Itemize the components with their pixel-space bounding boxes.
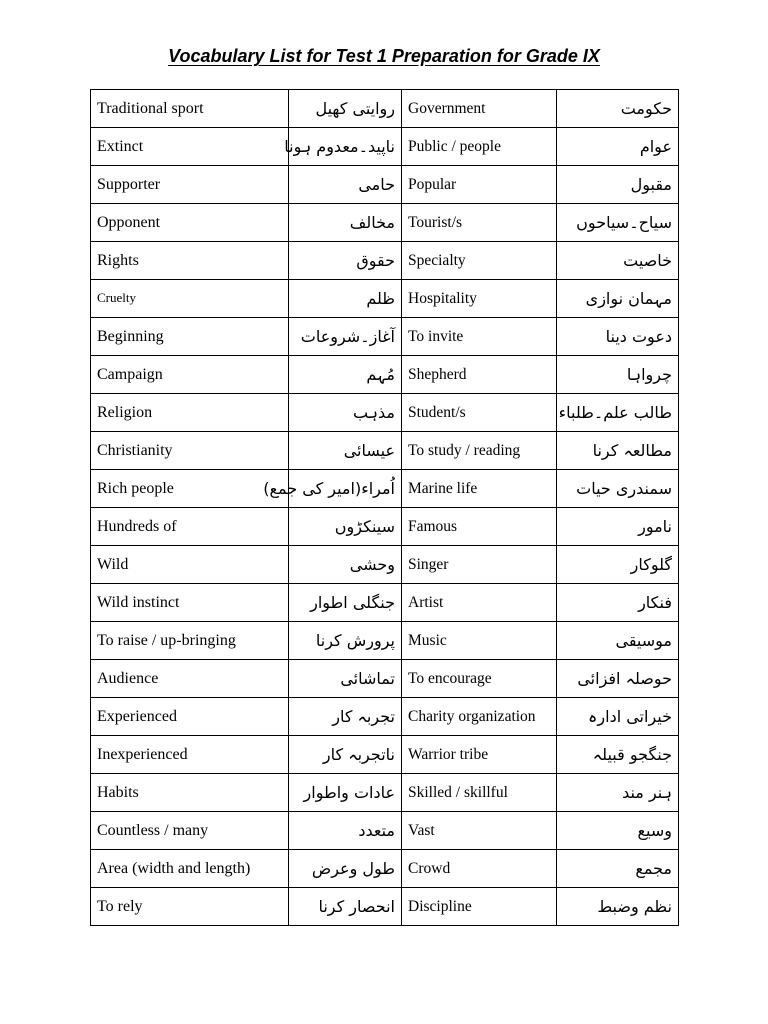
english-word-cell: Discipline xyxy=(402,888,557,926)
table-row xyxy=(91,394,679,432)
english-word-cell: Specialty xyxy=(402,242,557,280)
urdu-meaning-cell: ظلم xyxy=(289,280,402,318)
english-word-cell: Student/s xyxy=(402,394,557,432)
urdu-meaning-cell: دعوت دینا xyxy=(557,318,679,356)
english-word-cell: Campaign xyxy=(91,356,289,394)
urdu-meaning-cell: نامور xyxy=(557,508,679,546)
english-word-cell: Tourist/s xyxy=(402,204,557,242)
table-row xyxy=(91,318,679,356)
table-row xyxy=(91,622,679,660)
table-row xyxy=(91,204,679,242)
urdu-meaning-cell: فنکار xyxy=(557,584,679,622)
english-word-cell: To encourage xyxy=(402,660,557,698)
english-word-cell: Audience xyxy=(91,660,289,698)
urdu-meaning-cell: ناتجربہ کار xyxy=(289,736,402,774)
urdu-meaning-cell: عیسائی xyxy=(289,432,402,470)
urdu-meaning-cell: حوصلہ افزائی xyxy=(557,660,679,698)
english-word-cell: Shepherd xyxy=(402,356,557,394)
table-row xyxy=(91,90,679,128)
urdu-meaning-cell: آغاز۔شروعات xyxy=(289,318,402,356)
english-word-cell: Hundreds of xyxy=(91,508,289,546)
table-row xyxy=(91,698,679,736)
urdu-meaning-cell: عادات واطوار xyxy=(289,774,402,812)
table-row xyxy=(91,660,679,698)
english-word-cell: To raise / up-bringing xyxy=(91,622,289,660)
table-row xyxy=(91,470,679,508)
english-word-cell: Government xyxy=(402,90,557,128)
vocabulary-table-body xyxy=(91,90,679,926)
english-word-cell: Opponent xyxy=(91,204,289,242)
urdu-meaning-cell: موسیقی xyxy=(557,622,679,660)
urdu-meaning-cell: روایتی کھیل xyxy=(289,90,402,128)
english-word-cell: Experienced xyxy=(91,698,289,736)
urdu-meaning-cell: عوام xyxy=(557,128,679,166)
english-word-cell: Supporter xyxy=(91,166,289,204)
english-word-cell: Religion xyxy=(91,394,289,432)
english-word-cell: To study / reading xyxy=(402,432,557,470)
english-word-cell: Countless / many xyxy=(91,812,289,850)
urdu-meaning-cell: تجربہ کار xyxy=(289,698,402,736)
english-word-cell: Marine life xyxy=(402,470,557,508)
english-word-cell: Crowd xyxy=(402,850,557,888)
urdu-meaning-cell: ناپید۔معدوم ہونا xyxy=(289,128,402,166)
urdu-meaning-cell: مذہب xyxy=(289,394,402,432)
english-word-cell: Charity organization xyxy=(402,698,557,736)
english-word-cell: Rich people xyxy=(91,470,289,508)
table-row xyxy=(91,280,679,318)
urdu-meaning-cell: وسیع xyxy=(557,812,679,850)
english-word-cell: Area (width and length) xyxy=(91,850,289,888)
urdu-meaning-cell: سینکڑوں xyxy=(289,508,402,546)
urdu-meaning-cell: مہمان نوازی xyxy=(557,280,679,318)
urdu-meaning-cell: ہنر مند xyxy=(557,774,679,812)
english-word-cell: Music xyxy=(402,622,557,660)
english-word-cell: Artist xyxy=(402,584,557,622)
table-row xyxy=(91,166,679,204)
urdu-meaning-cell: چرواہا xyxy=(557,356,679,394)
english-word-cell: Skilled / skillful xyxy=(402,774,557,812)
english-word-cell: Cruelty xyxy=(91,280,289,318)
table-row xyxy=(91,432,679,470)
english-word-cell: Beginning xyxy=(91,318,289,356)
english-word-cell: Habits xyxy=(91,774,289,812)
table-row xyxy=(91,584,679,622)
table-row xyxy=(91,850,679,888)
english-word-cell: To rely xyxy=(91,888,289,926)
urdu-meaning-cell: جنگجو قبیلہ xyxy=(557,736,679,774)
table-row xyxy=(91,128,679,166)
table-row xyxy=(91,546,679,584)
english-word-cell: Warrior tribe xyxy=(402,736,557,774)
urdu-meaning-cell: پرورش کرنا xyxy=(289,622,402,660)
english-word-cell: Public / people xyxy=(402,128,557,166)
urdu-meaning-cell: حامی xyxy=(289,166,402,204)
urdu-meaning-cell: طالب علم۔طلباء xyxy=(557,394,679,432)
urdu-meaning-cell: مُہم xyxy=(289,356,402,394)
vocabulary-table xyxy=(90,89,679,926)
urdu-meaning-cell: گلوکار xyxy=(557,546,679,584)
urdu-meaning-cell: خاصیت xyxy=(557,242,679,280)
urdu-meaning-cell: متعدد xyxy=(289,812,402,850)
english-word-cell: Christianity xyxy=(91,432,289,470)
table-row xyxy=(91,774,679,812)
urdu-meaning-cell: سمندری حیات xyxy=(557,470,679,508)
urdu-meaning-cell: خیراتی ادارہ xyxy=(557,698,679,736)
english-word-cell: Singer xyxy=(402,546,557,584)
english-word-cell: Vast xyxy=(402,812,557,850)
urdu-meaning-cell: تماشائی xyxy=(289,660,402,698)
english-word-cell: Wild xyxy=(91,546,289,584)
urdu-meaning-cell: حکومت xyxy=(557,90,679,128)
english-word-cell: Famous xyxy=(402,508,557,546)
table-row xyxy=(91,812,679,850)
urdu-meaning-cell: مطالعہ کرنا xyxy=(557,432,679,470)
page-title: Vocabulary List for Test 1 Preparation for Grade IX xyxy=(168,46,600,66)
urdu-meaning-cell: انحصار کرنا xyxy=(289,888,402,926)
urdu-meaning-cell: نظم وضبط xyxy=(557,888,679,926)
english-word-cell: Popular xyxy=(402,166,557,204)
english-word-cell: Rights xyxy=(91,242,289,280)
urdu-meaning-cell: مخالف xyxy=(289,204,402,242)
english-word-cell: Extinct xyxy=(91,128,289,166)
table-row xyxy=(91,736,679,774)
table-row xyxy=(91,888,679,926)
urdu-meaning-cell: جنگلی اطوار xyxy=(289,584,402,622)
urdu-meaning-cell: اُمراء(امیر کی جمع) xyxy=(289,470,402,508)
urdu-meaning-cell: مقبول xyxy=(557,166,679,204)
urdu-meaning-cell: طول وعرض xyxy=(289,850,402,888)
urdu-meaning-cell: وحشی xyxy=(289,546,402,584)
english-word-cell: Hospitality xyxy=(402,280,557,318)
urdu-meaning-cell: سیاح۔سیاحوں xyxy=(557,204,679,242)
english-word-cell: Traditional sport xyxy=(91,90,289,128)
english-word-cell: Inexperienced xyxy=(91,736,289,774)
urdu-meaning-cell: حقوق xyxy=(289,242,402,280)
table-row xyxy=(91,356,679,394)
table-row xyxy=(91,242,679,280)
table-row xyxy=(91,508,679,546)
urdu-meaning-cell: مجمع xyxy=(557,850,679,888)
english-word-cell: To invite xyxy=(402,318,557,356)
english-word-cell: Wild instinct xyxy=(91,584,289,622)
